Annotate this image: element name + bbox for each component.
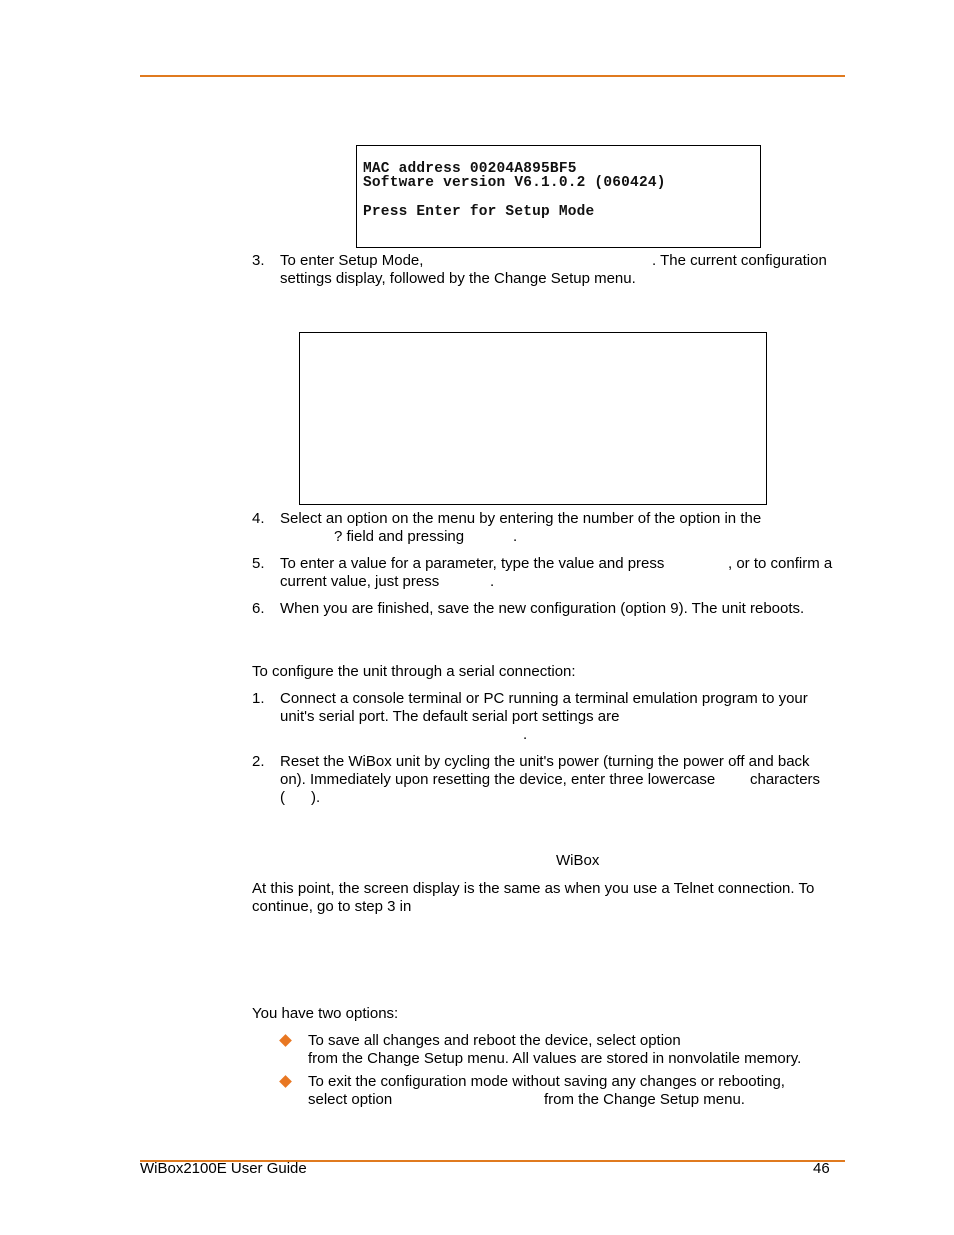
step-3-number: 3. [252, 252, 265, 269]
serial-step-1-text-2: unit's serial port. The default serial port settings are [280, 708, 620, 725]
serial-step-2-text-1: Reset the WiBox unit by cycling the unit's power (turning the power off and back [280, 753, 810, 770]
exit-option-2-text-2b: from the Change Setup menu. [544, 1091, 745, 1108]
serial-step-1-text-1: Connect a console terminal or PC running a terminal emulation program to your [280, 690, 808, 707]
header-rule [140, 75, 845, 77]
serial-step-2-text-2b: characters [750, 771, 821, 788]
exit-option-2-text-1: To exit the configuration mode without saving any changes or rebooting, [308, 1073, 785, 1090]
setup-menu-screenshot [299, 332, 767, 505]
step-3-text-a: To enter Setup Mode, [280, 252, 424, 269]
exit-option-1-text-2: from the Change Setup menu. All values are stored in nonvolatile memory. [308, 1050, 802, 1067]
footer-title: WiBox2100E User Guide [140, 1160, 307, 1177]
footer-page-number: 46 [813, 1160, 830, 1177]
serial-step-2-text-2a: on). Immediately upon resetting the device, enter three lowercase [280, 771, 716, 788]
step-5-text-2a: current value, just press [280, 573, 440, 590]
terminal-version-line: Software version V6.1.0.2 (060424) [363, 175, 666, 191]
terminal-mac-line: MAC address 00204A895BF5 [363, 161, 577, 177]
exit-option-1-text-1: To save all changes and reboot the device, select option [308, 1032, 681, 1049]
step-5-number: 5. [252, 555, 265, 572]
serial-step-1-number: 1. [252, 690, 265, 707]
step-5-text-1a: To enter a value for a parameter, type the value and press [280, 555, 665, 572]
wibox-label: WiBox [556, 852, 600, 869]
step-6-number: 6. [252, 600, 265, 617]
step-4-text-2a: ? field and pressing [334, 528, 465, 545]
serial-intro: To configure the unit through a serial connection: [252, 663, 576, 680]
step-4-number: 4. [252, 510, 265, 527]
bullet-diamond-icon [279, 1034, 292, 1047]
bullet-diamond-icon [279, 1075, 292, 1088]
step-3-text-b: . The current configuration [652, 252, 827, 269]
exit-intro: You have two options: [252, 1005, 399, 1022]
terminal-prompt-line: Press Enter for Setup Mode [363, 204, 595, 220]
step-5-text-1b: , or to confirm a [728, 555, 833, 572]
serial-step-1-text-3: . [523, 726, 528, 743]
step-4-text-2b: . [513, 528, 518, 545]
serial-step-2-text-3b: ). [311, 789, 321, 806]
step-4-text-1: Select an option on the menu by entering the number of the option in the [280, 510, 762, 527]
serial-para-1: At this point, the screen display is the same as when you use a Telnet connection. To [252, 880, 815, 897]
exit-option-2-text-2a: select option [308, 1091, 393, 1108]
serial-step-2-text-3a: ( [280, 789, 285, 806]
step-5-text-2b: . [490, 573, 495, 590]
step-3-text-2: settings display, followed by the Change Setup menu. [280, 270, 636, 287]
serial-para-2: continue, go to step 3 in [252, 898, 412, 915]
serial-step-2-number: 2. [252, 753, 265, 770]
step-6-text: When you are finished, save the new configuration (option 9). The unit reboots. [280, 600, 805, 617]
